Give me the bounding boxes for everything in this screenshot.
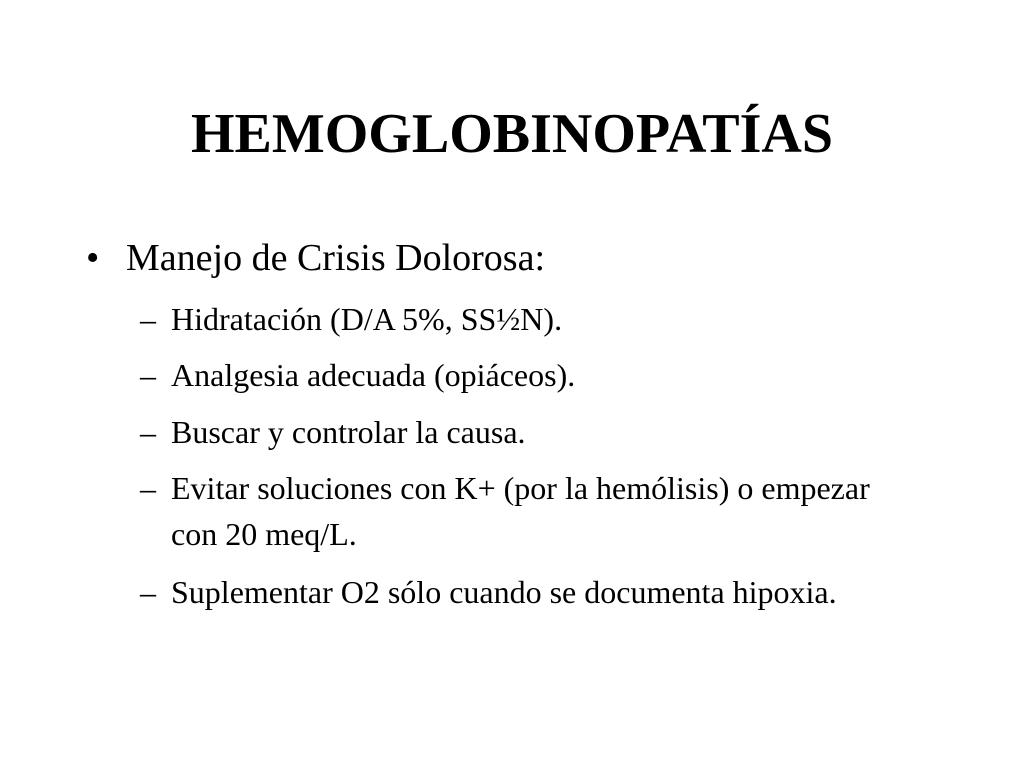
sub-bullet-text: Evitar soluciones con K+ (por la hemólisis) o empezar con 20 meq/L. — [171, 470, 870, 552]
sub-bullet-text: Analgesia adecuada (opiáceos). — [171, 357, 576, 393]
sub-bullet-text: Hidratación (D/A 5%, SS½N). — [171, 301, 563, 337]
sub-bullet-text: Buscar y controlar la causa. — [171, 414, 526, 450]
sub-bullet — [140, 296, 920, 342]
dash-marker: – — [140, 470, 156, 506]
dash-marker: – — [140, 414, 156, 450]
bullet-marker: • — [86, 237, 100, 279]
main-bullet-text: Manejo de Crisis Dolorosa: — [126, 237, 546, 279]
dash-marker: – — [140, 574, 156, 610]
sub-bullet — [140, 409, 920, 455]
sub-bullet — [140, 569, 920, 615]
dash-marker: – — [140, 301, 156, 337]
sub-bullet-text: Suplementar O2 sólo cuando se documenta hipoxia. — [171, 574, 837, 610]
sub-bullet — [140, 465, 920, 557]
slide-title: HEMOGLOBINOPATÍAS — [190, 103, 833, 165]
main-bullet — [86, 232, 545, 284]
sub-bullet — [140, 352, 920, 398]
dash-marker: – — [140, 357, 156, 393]
